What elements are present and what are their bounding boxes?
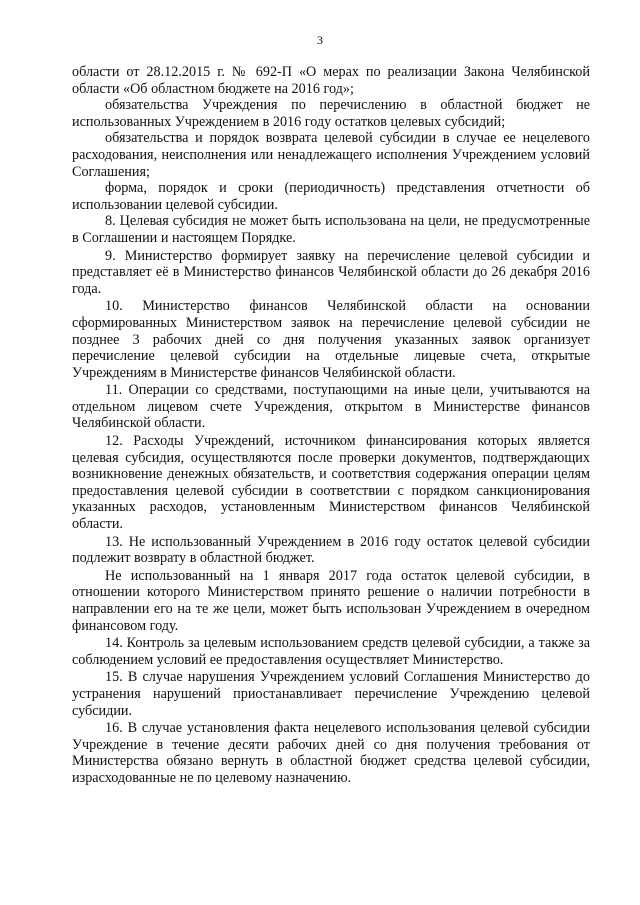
paragraph-item-16: 16. В случае установления факта нецелевого использования целевой субсидии Учреждение в течение десяти рабочих дней со дня получения требования от Министерства обязано вернуть в областной бюджет средства целевой субсидии, израсходованные не по целевому назначению.	[72, 720, 590, 786]
paragraph-item-8: 8. Целевая субсидия не может быть использована на цели, не предусмотренные в Соглашении и настоящем Порядке.	[72, 213, 590, 246]
paragraph-reporting-form: форма, порядок и сроки (периодичность) представления отчетности об использовании целевой субсидии.	[72, 180, 590, 213]
paragraph-item-11: 11. Операции со средствами, поступающими на иные цели, учитываются на отдельном лицевом счете Учреждения, открытом в Министерстве финансов Челябинской области.	[72, 382, 590, 432]
paragraph-item-15: 15. В случае нарушения Учреждением условий Соглашения Министерство до устранения нарушений приостанавливает перечисление Учреждению целевой субсидии.	[72, 669, 590, 719]
paragraph-unused-balance: Не использованный на 1 января 2017 года остаток целевой субсидии, в отношении которого Министерством принято решение о наличии потребности в направлении его на те же цели, может быть использован Учреждением в очередном финансовом году.	[72, 567, 590, 634]
paragraph-item-10: 10. Министерство финансов Челябинской области на основании сформированных Министерством заявок на перечисление целевой субсидии не позднее 3 рабочих дней со дня получения указанных заявок организует перечисление целевой субсидии на отдельные лицевые счета, открытые Учреждениям в Министерстве финансов Челябинской области.	[72, 298, 590, 381]
paragraph-item-14: 14. Контроль за целевым использованием средств целевой субсидии, а также за соблюдением условий ее предоставления осуществляет Министерство.	[72, 635, 590, 668]
paragraph-obligation-return: обязательства и порядок возврата целевой субсидии в случае ее нецелевого расходования, неисполнения или ненадлежащего исполнения Учреждением условий Соглашения;	[72, 130, 590, 180]
paragraph-clause-continuation: области от 28.12.2015 г. № 692-П «О мерах по реализации Закона Челябинской области «Об областном бюджете на 2016 год»;	[72, 64, 590, 97]
paragraph-item-9: 9. Министерство формирует заявку на перечисление целевой субсидии и представляет её в Министерство финансов Челябинской области до 26 декабря 2016 года.	[72, 247, 590, 297]
paragraph-obligation-transfer: обязательства Учреждения по перечислению в областной бюджет не использованных Учреждением в 2016 году остатков целевых субсидий;	[72, 97, 590, 130]
paragraph-item-12: 12. Расходы Учреждений, источником финансирования которых является целевая субсидия, осуществляются после проверки документов, подтверждающих возникновение денежных обязательств, и соответствия содержания операции целям предоставления целевой субсидии в соответствии с порядком санкционирования указанных расходов, установленным Министерством финансов Челябинской области.	[72, 433, 590, 533]
page-number: 3	[317, 33, 323, 47]
paragraph-item-13: 13. Не использованный Учреждением в 2016 году остаток целевой субсидии подлежит возврату в областной бюджет.	[72, 533, 590, 567]
document-body	[72, 64, 590, 787]
